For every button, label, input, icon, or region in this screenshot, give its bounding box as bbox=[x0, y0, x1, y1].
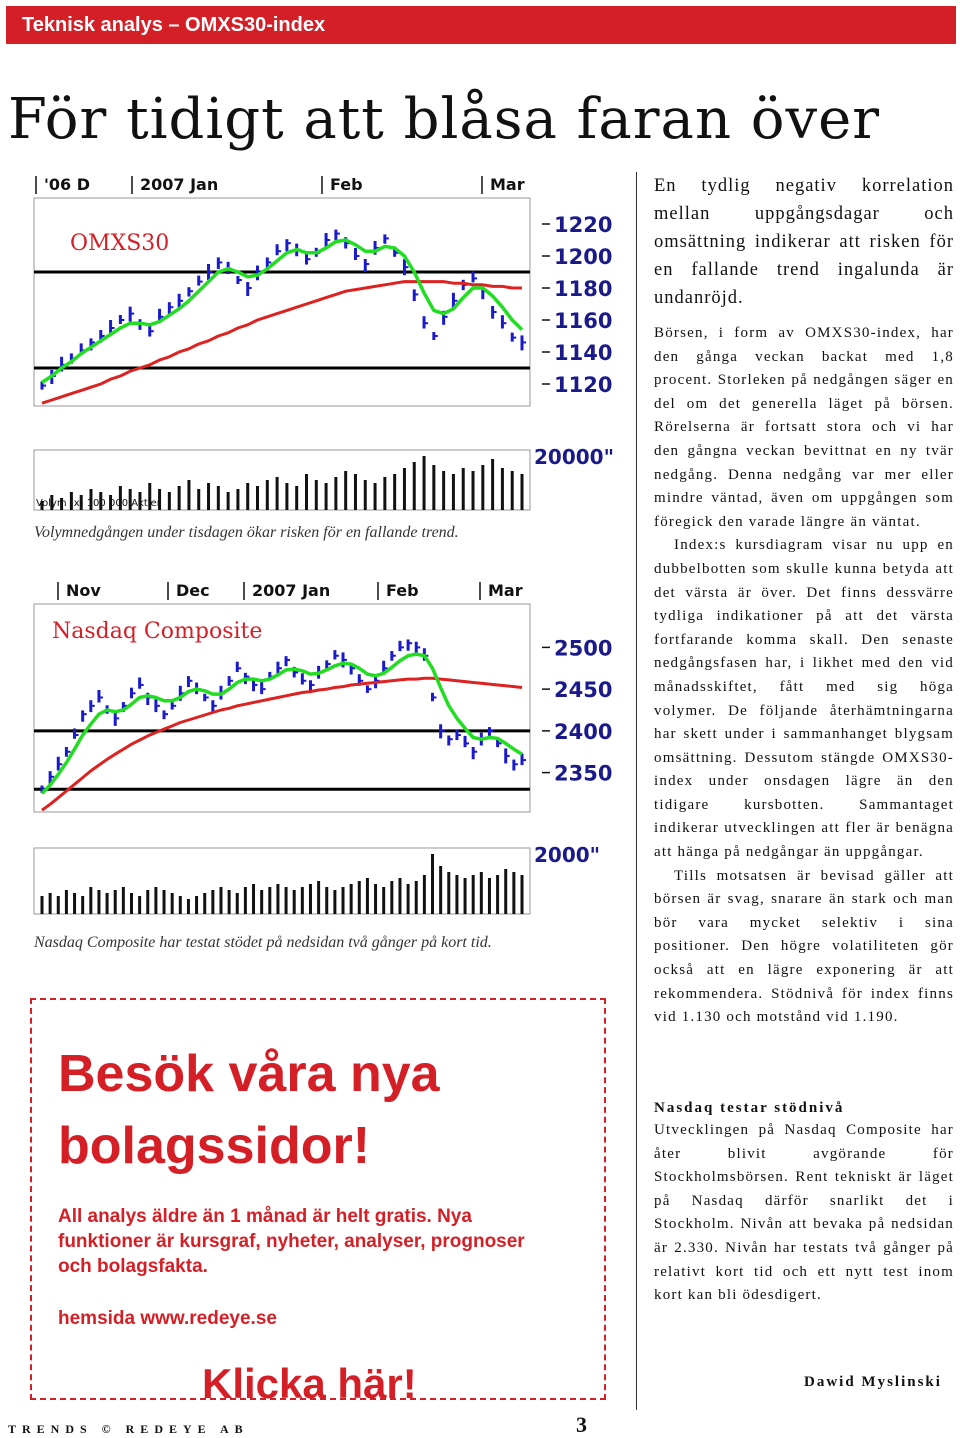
plot-area bbox=[34, 198, 530, 406]
x-tick-label: Feb bbox=[386, 581, 419, 600]
y-tick-label: 1140 bbox=[554, 341, 613, 365]
x-tick-label: Dec bbox=[176, 581, 210, 600]
article-column bbox=[654, 172, 954, 1030]
x-tick-label: 2007 Jan bbox=[252, 581, 331, 600]
nasdaq-section bbox=[654, 1100, 954, 1308]
chart-title: OMXS30 bbox=[70, 231, 170, 256]
y-tick-label: 1200 bbox=[554, 245, 613, 269]
nasdaq-chart-svg bbox=[30, 574, 620, 920]
y-tick-label: 2450 bbox=[554, 678, 613, 703]
volume-scale-label: 2000" bbox=[534, 843, 601, 867]
redeye-ad[interactable] bbox=[30, 998, 606, 1407]
page-number: 3 bbox=[576, 1412, 587, 1437]
omxs30-caption: Volymnedgången under tisdagen ökar risken för en fallande trend. bbox=[34, 524, 459, 541]
volume-scale-label: 20000" bbox=[534, 445, 614, 469]
x-tick-label: Mar bbox=[488, 581, 523, 600]
y-tick-label: 2350 bbox=[554, 761, 613, 786]
y-tick-label: 1160 bbox=[554, 309, 613, 333]
x-tick-label: '06 D bbox=[44, 175, 91, 194]
column-divider bbox=[636, 172, 637, 1410]
y-tick-label: 2500 bbox=[554, 636, 613, 661]
ad-title: Besök våra nya bolagssidor! bbox=[58, 1045, 440, 1175]
ad-body: All analys äldre än 1 månad är helt gratis. Nya funktioner är kursgraf, nyheter, analyser, prognoser och bolagsfakta. bbox=[58, 1206, 525, 1277]
article-paragraph: Tills motsatsen är bevisad gäller att börsen är svag, snarare än stark och man bör vara mycket selektiv i sina positioner. Den högre volatiliteten gör också att en lägre exponering är att rekommendera. Stödnivå för index finns vid 1.130 och motstånd vid 1.190. bbox=[654, 867, 954, 1026]
nasdaq-caption: Nasdaq Composite har testat stödet på nedsidan två gånger på kort tid. bbox=[34, 934, 492, 951]
ad-website-link[interactable]: hemsida www.redeye.se bbox=[58, 1308, 277, 1329]
x-tick-label: Mar bbox=[490, 175, 525, 194]
chart-title: Nasdaq Composite bbox=[52, 619, 263, 644]
section-banner: Teknisk analys – OMXS30-index bbox=[6, 6, 956, 44]
omxs30-chart-svg bbox=[30, 168, 620, 514]
volume-header: Volym (x) 100 000 Aktier bbox=[36, 498, 161, 509]
y-tick-label: 1220 bbox=[554, 213, 613, 237]
section-subheading: Nasdaq testar stödnivå bbox=[654, 1100, 845, 1116]
y-tick-label: 1180 bbox=[554, 277, 613, 301]
article-paragraph: Index:s kursdiagram visar nu upp en dubbelbotten som skulle kunna betyda att det värsta är över. Det finns dessvärre tydliga indikationer på att det värsta fortfarande komma skall. Den senaste nedgångsfasen har, i likhet med den vid månadsskiftet, fått med sig höga volymer. De följande återhämtningarna har skett under i sammanhanget blygsam omsättning. Dessutom stängde OMXS30-index under onsdagen lägre än den tidigare kursbotten. Sammantaget indikerar utvecklingen att fler är benägna att hänga på nedgångar än uppgångar. bbox=[654, 537, 954, 861]
nasdaq-chart bbox=[30, 574, 620, 920]
headline: För tidigt att blåsa faran över bbox=[8, 87, 881, 152]
x-tick-label: Nov bbox=[66, 581, 101, 600]
omxs30-chart bbox=[30, 168, 620, 514]
article-paragraph: Utvecklingen på Nasdaq Composite har åter blivit avgörande för Stockholmsbörsen. Rent tekniskt är läget på Nasdaq därför snarlikt det i Stockholm. Nivån att bevaka på nedsidan är 2.330. Nivån har testats två gånger på relativt kort tid och ett nytt test inom kort kan bli ödesdigert. bbox=[654, 1122, 954, 1304]
y-tick-label: 2400 bbox=[554, 719, 613, 744]
footer-credit: TRENDS © REDEYE AB bbox=[8, 1422, 249, 1436]
x-tick-label: Feb bbox=[330, 175, 363, 194]
y-tick-label: 1120 bbox=[554, 373, 613, 397]
x-tick-label: 2007 Jan bbox=[140, 175, 219, 194]
article-paragraph: Börsen, i form av OMXS30-index, har den gånga veckan backat med 1,8 procent. Storleken på nedgången säger en del om det generella läget på börsen. Rörelserna är fortsatt stora och vi har den gångna veckan bevittnat en ny tvär nedgång. Denna nedgång var mer eller mindre väntad, även om uppgången som föregick den varade längre än väntat. bbox=[654, 325, 954, 530]
author-byline: Dawid Myslinski bbox=[804, 1374, 942, 1390]
click-here-button[interactable]: Klicka här! bbox=[202, 1360, 417, 1407]
article-lead: En tydlig negativ korrelation mellan uppgångsdagar och omsättning indikerar att risken för en fallande trend ingalunda är undanröjd. bbox=[654, 176, 954, 308]
